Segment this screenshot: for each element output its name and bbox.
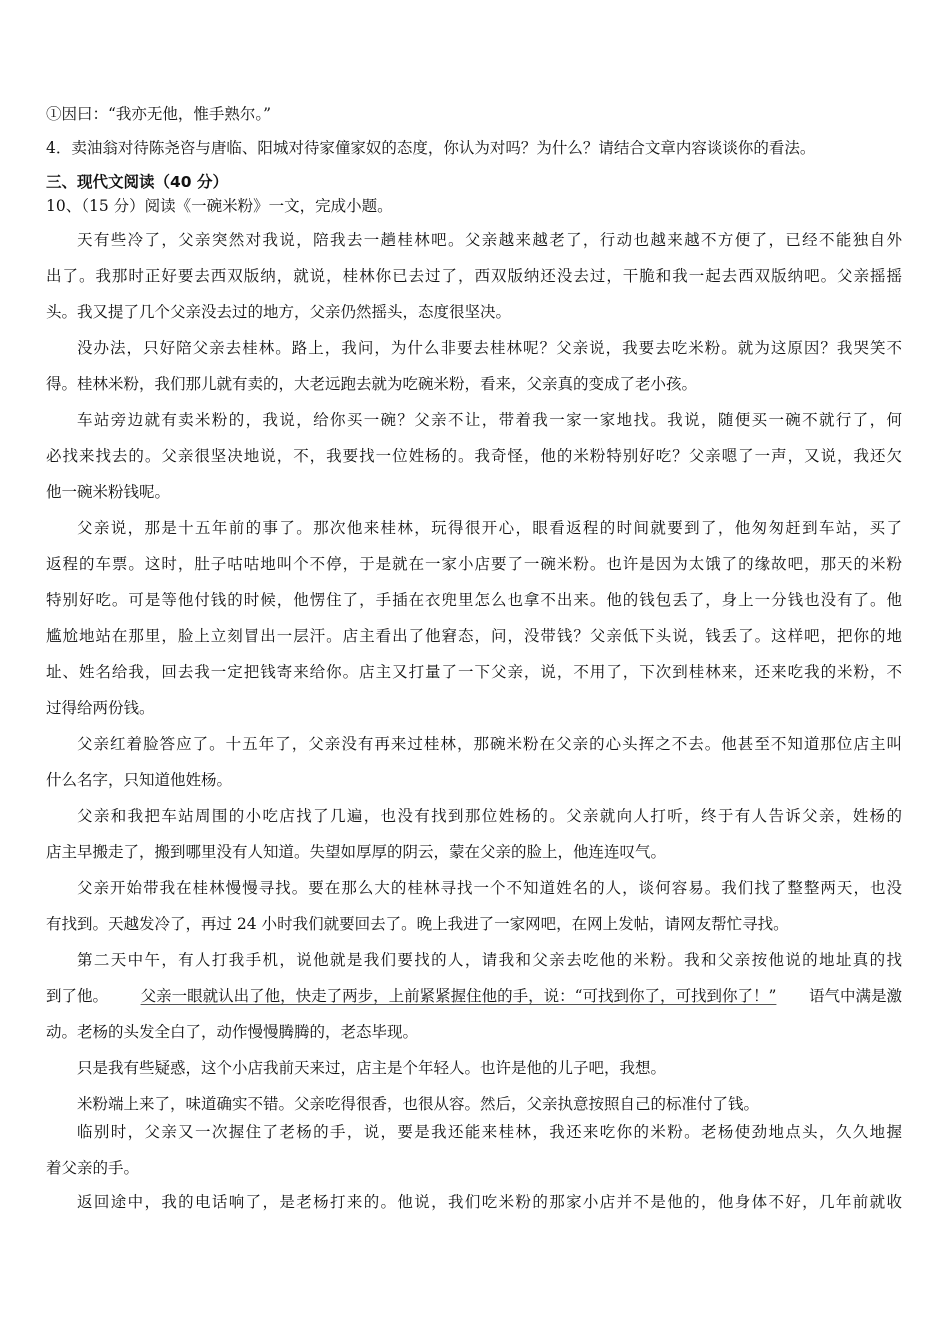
paragraph-line: 店主早搬走了，搬到哪里没有人知道。失望如厚厚的阴云，蒙在父亲的脸上，他连连叹气。 — [46, 843, 667, 861]
paragraph-line: 他一碗米粉钱呢。 — [46, 483, 171, 501]
paragraph-line: 父亲和我把车站周围的小吃店找了几遍，也没有找到那位姓杨的。父亲就向人打听，终于有人告诉父亲，姓杨的 — [77, 807, 902, 825]
paragraph-line: 动。老杨的头发全白了，动作慢慢腾腾的，老态毕现。 — [46, 1023, 419, 1041]
paragraph-line: 过得给两份钱。 — [46, 699, 155, 717]
text-segment: 到了他。 — [46, 987, 109, 1005]
paragraph-line: 出了。我那时正好要去西双版纳，就说，桂林你已去过了，西双版纳还没去过，干脆和我一起去西双版纳吧。父亲摇摇 — [46, 267, 902, 285]
paragraph-line: 返程的车票。这时，肚子咕咕地叫个不停，于是就在一家小店要了一碗米粉。也许是因为太饿了的缘故吧，那天的米粉 — [46, 555, 902, 573]
paragraph-line: 址、姓名给我，回去我一定把钱寄来给你。店主又打量了一下父亲，说，不用了，下次到桂林来，还来吃我的米粉，不 — [46, 663, 902, 681]
paragraph-line: 第二天中午，有人打我手机，说他就是我们要找的人，请我和父亲去吃他的米粉。我和父亲按他说的地址真的找 — [77, 951, 902, 969]
paragraph-line: 有找到。天越发冷了，再过 24 小时我们就要回去了。晚上我进了一家网吧，在网上发帖，请网友帮忙寻找。 — [46, 915, 789, 933]
paragraph-line: 父亲红着脸答应了。十五年了，父亲没有再来过桂林，那碗米粉在父亲的心头挥之不去。他甚至不知道那位店主叫 — [77, 735, 902, 753]
paragraph-line: 什么名字，只知道他姓杨。 — [46, 771, 233, 789]
paragraph-line: 尴尬地站在那里，脸上立刻冒出一层汗。店主看出了他窘态，问，没带钱？父亲低下头说，钱丢了。这样吧，把你的地 — [46, 627, 902, 645]
paragraph-line: 父亲说，那是十五年前的事了。那次他来桂林，玩得很开心，眼看返程的时间就要到了，他匆匆赶到车站，买了 — [77, 519, 902, 537]
paragraph-line: 特别好吃。可是等他付钱的时候，他愣住了，手插在衣兜里怎么也拿不出来。他的钱包丢了，身上一分钱也没有了。他 — [46, 591, 902, 609]
paragraph-line: 头。我又提了几个父亲没去过的地方，父亲仍然摇头，态度很坚决。 — [46, 303, 512, 321]
paragraph-line: 临别时，父亲又一次握住了老杨的手，说，要是我还能来桂林，我还来吃你的米粉。老杨使劲地点头，久久地握 — [77, 1123, 902, 1141]
paragraph-line: 米粉端上来了，味道确实不错。父亲吃得很香，也很从容。然后，父亲执意按照自己的标准付了钱。 — [77, 1095, 760, 1113]
section-heading: 三、现代文阅读（40 分） — [46, 173, 228, 191]
paragraph-line: 父亲开始带我在桂林慢慢寻找。要在那么大的桂林寻找一个不知道姓名的人，谈何容易。我们找了整整两天，也没 — [77, 879, 902, 897]
question-4: 4．卖油翁对待陈尧咨与唐临、阳城对待家僮家奴的态度，你认为对吗？为什么？请结合文章内容谈谈你的看法。 — [46, 139, 816, 157]
paragraph-line: 返回途中，我的电话响了，是老杨打来的。他说，我们吃米粉的那家小店并不是他的，他身体不好，几年前就收 — [77, 1193, 902, 1211]
paragraph-line-underlined — [46, 986, 902, 1006]
question-10-intro: 10、（15 分）阅读《一碗米粉》一文，完成小题。 — [46, 197, 393, 215]
previous-item-line: ①因曰：“我亦无他，惟手熟尔。” — [46, 105, 272, 123]
paragraph-line: 车站旁边就有卖米粉的，我说，给你买一碗？父亲不让，带着我一家一家地找。我说，随便买一碗不就行了，何 — [77, 411, 902, 429]
paragraph-line: 没办法，只好陪父亲去桂林。路上，我问，为什么非要去桂林呢？父亲说，我要去吃米粉。就为这原因？我哭笑不 — [77, 339, 902, 357]
underlined-sentence: 父亲一眼就认出了他，快走了两步，上前紧紧握住他的手，说：“可找到你了，可找到你了！” — [140, 987, 777, 1005]
paragraph-line: 着父亲的手。 — [46, 1159, 140, 1177]
paragraph-line: 得。桂林米粉，我们那儿就有卖的，大老远跑去就为吃碗米粉，看来，父亲真的变成了老小孩。 — [46, 375, 698, 393]
paragraph-line: 只是我有些疑惑，这个小店我前天来过，店主是个年轻人。也许是他的儿子吧，我想。 — [77, 1059, 667, 1077]
text-segment: 语气中满是激 — [808, 987, 902, 1005]
paragraph-line: 必找来找去的。父亲很坚决地说，不，我要找一位姓杨的。我奇怪，他的米粉特别好吃？父亲嗯了一声，又说，我还欠 — [46, 447, 902, 465]
paragraph-line: 天有些冷了，父亲突然对我说，陪我去一趟桂林吧。父亲越来越老了，行动也越来越不方便了，已经不能独自外 — [77, 231, 902, 249]
